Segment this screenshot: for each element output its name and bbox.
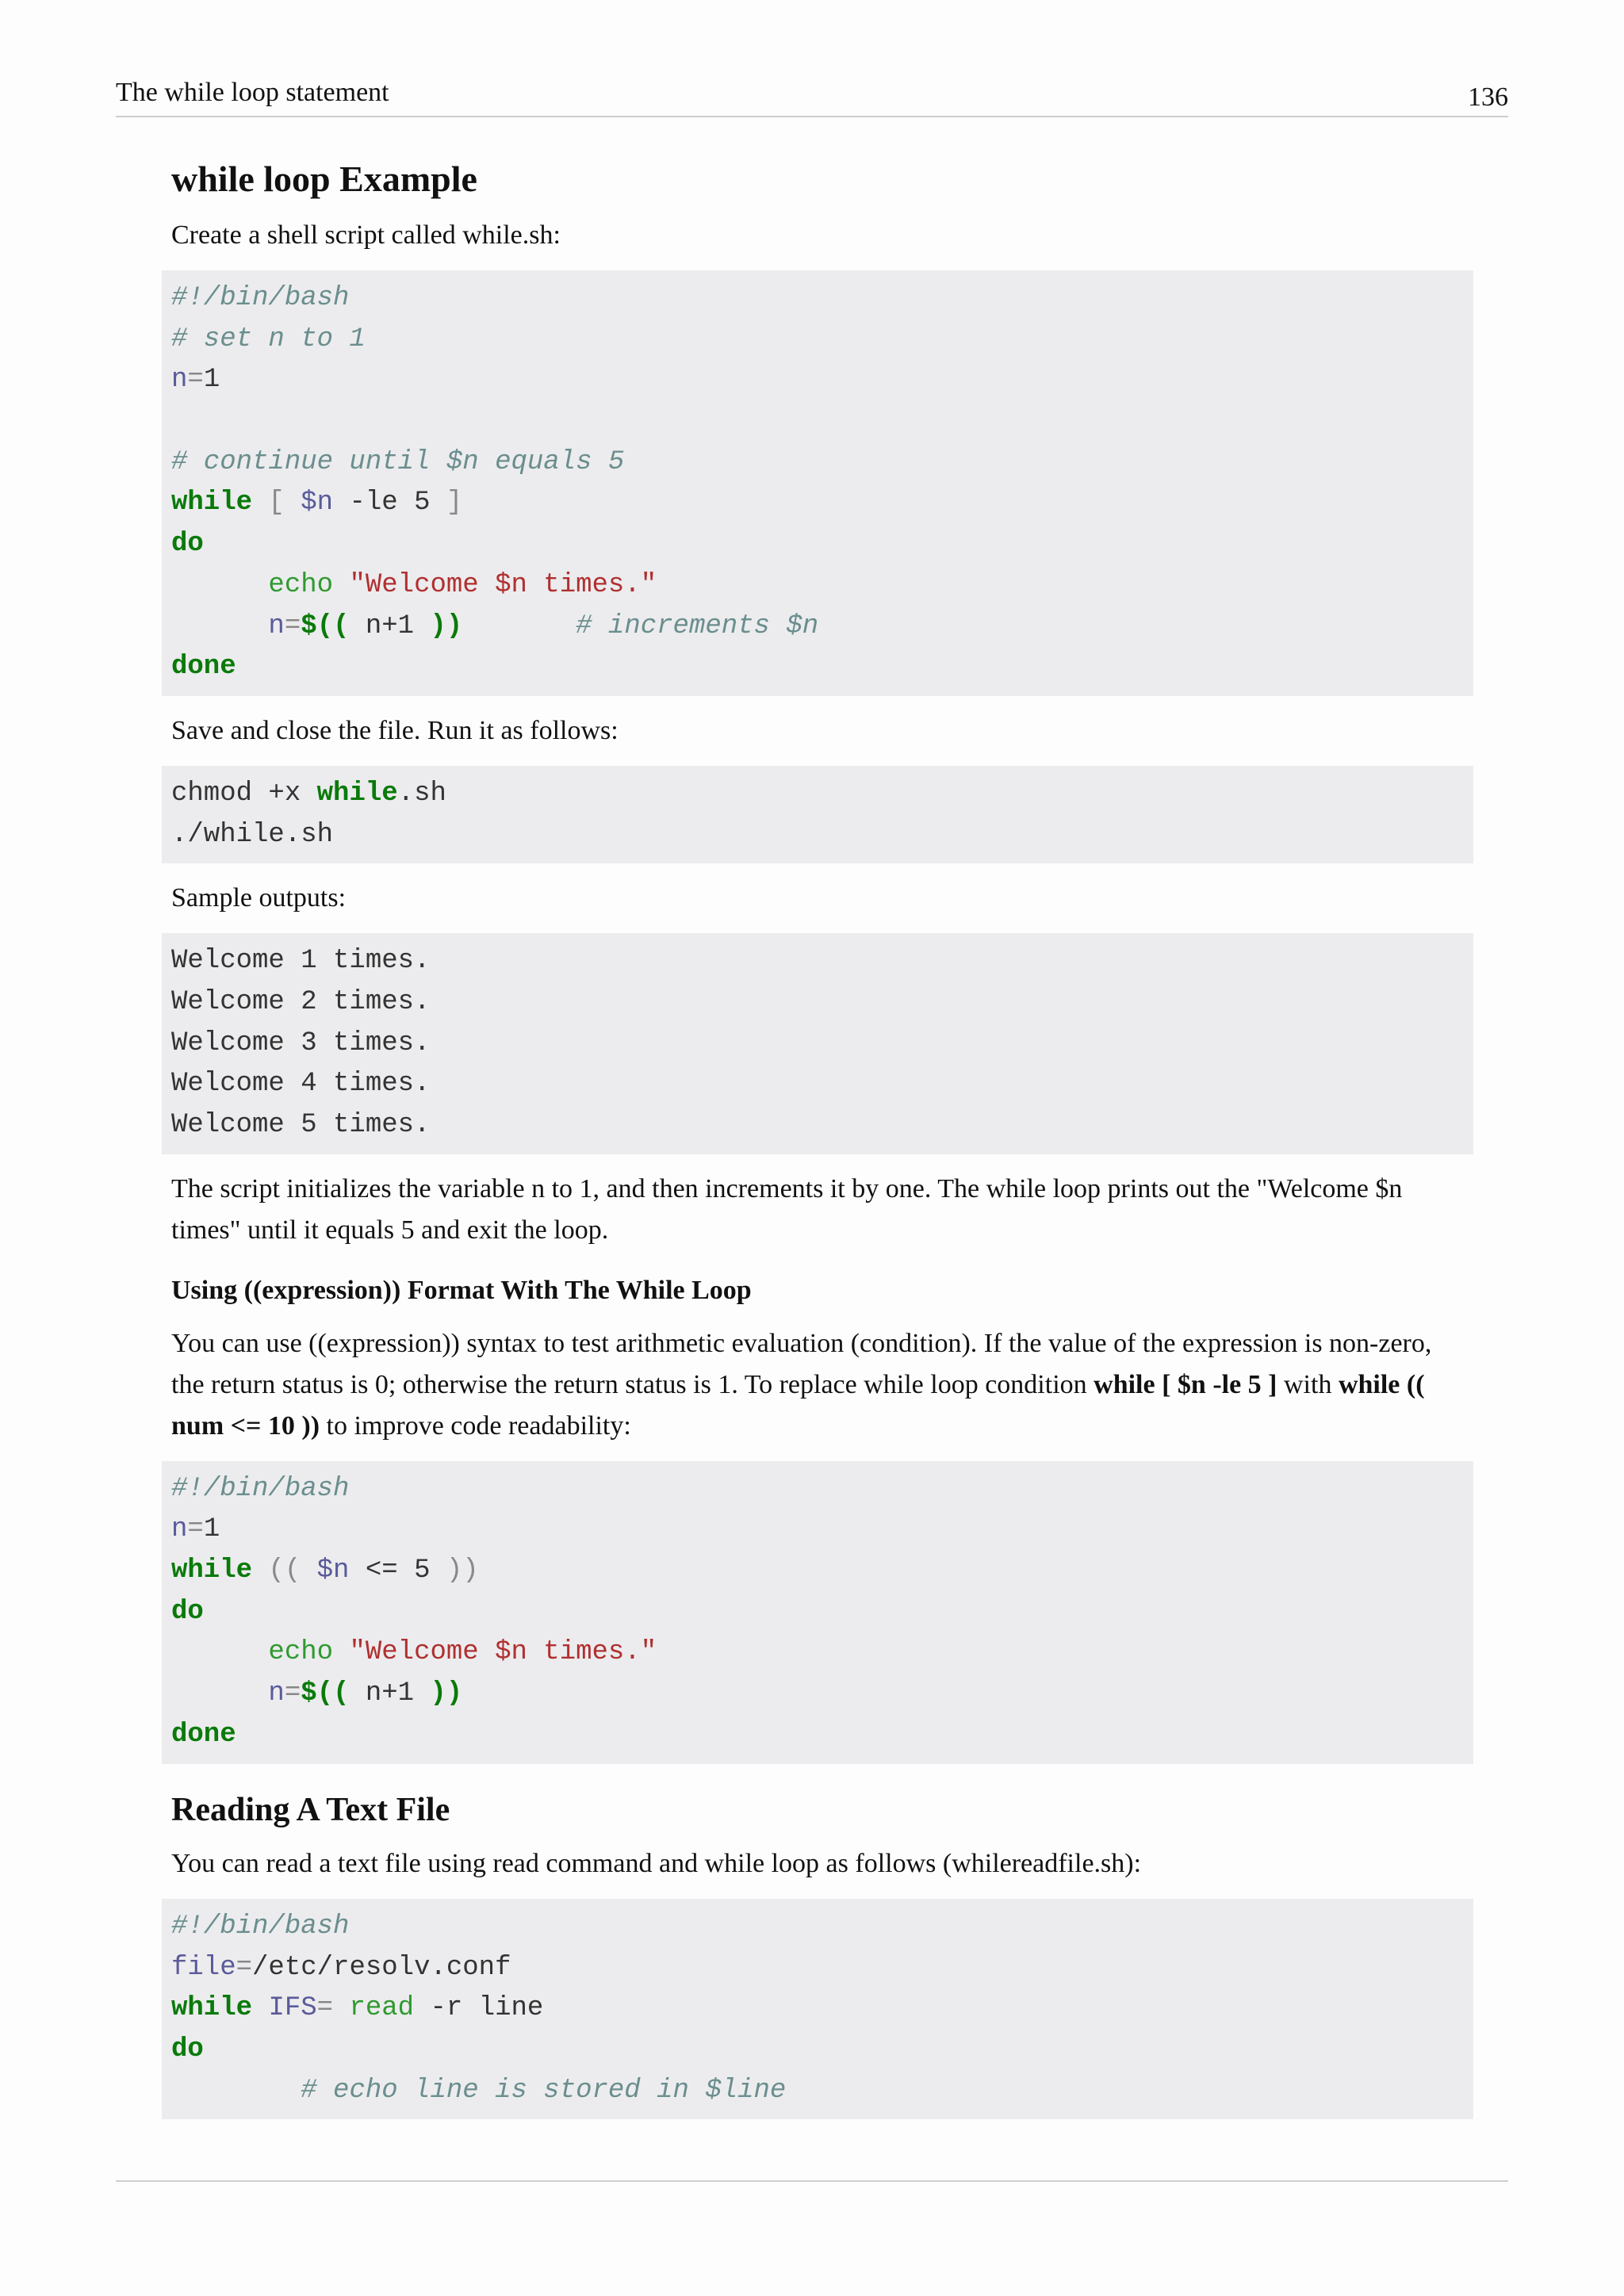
code-value: 1 — [203, 365, 220, 396]
code-text: -r line — [414, 1993, 544, 2024]
page-content — [171, 159, 1464, 2133]
code-text: chmod +x — [171, 778, 317, 809]
code-operator: = — [187, 1514, 204, 1545]
code-comment: # set n to 1 — [171, 323, 366, 354]
code-operator: = — [187, 365, 204, 396]
code-text: <= 5 — [349, 1556, 446, 1586]
explanation-paragraph: The script initializes the variable n to 1, and then increments it by one. The while loop prints out the "Welcome $n times" until it equals 5 and exit the loop. — [171, 1173, 1403, 1245]
code-builtin: echo — [268, 1637, 334, 1668]
code-operator: = — [316, 1993, 334, 2024]
code-operator: = — [284, 610, 301, 641]
code-string: "Welcome $n times." — [333, 1637, 657, 1668]
output-line: Welcome 3 times. — [171, 1027, 431, 1058]
code-variable: $n — [316, 1556, 350, 1586]
code-text: n+1 — [349, 1678, 431, 1709]
code-variable: n — [171, 365, 188, 396]
code-builtin: echo — [268, 569, 334, 600]
code-space — [252, 1993, 268, 2023]
code-value: /etc/resolv.conf — [252, 1952, 511, 1983]
reading-intro-paragraph: You can read a text file using read command and while loop as follows (whilereadfile.sh): — [171, 1848, 1142, 1878]
output-line: Welcome 5 times. — [171, 1110, 431, 1141]
code-keyword: $(( — [301, 610, 350, 641]
intro-paragraph: Create a shell script called while.sh: — [171, 220, 561, 250]
output-line: Welcome 2 times. — [171, 987, 431, 1018]
code-block-arith — [162, 1461, 1473, 1764]
code-indent — [171, 611, 268, 641]
code-string: "Welcome $n times." — [333, 569, 657, 600]
code-variable: n — [268, 610, 285, 641]
code-builtin: read — [349, 1993, 415, 2024]
code-comment: #!/bin/bash — [171, 282, 350, 313]
code-bracket: (( — [252, 1556, 317, 1586]
code-text: ./while.sh — [171, 819, 334, 850]
code-keyword: )) — [430, 1678, 463, 1709]
code-keyword: while — [171, 1993, 253, 2024]
page-header — [116, 78, 1508, 117]
code-block-output — [162, 933, 1473, 1154]
code-indent — [171, 570, 268, 600]
save-paragraph: Save and close the file. Run it as follows: — [171, 715, 619, 745]
code-indent — [171, 1678, 268, 1709]
code-block-run — [162, 766, 1473, 863]
code-keyword: do — [171, 1596, 204, 1627]
code-block-readfile — [162, 1899, 1473, 2120]
code-keyword: while — [316, 778, 398, 809]
output-line: Welcome 4 times. — [171, 1069, 431, 1100]
code-variable: n — [268, 1678, 285, 1709]
code-variable: n — [171, 1514, 188, 1545]
code-keyword: done — [171, 652, 236, 683]
code-keyword: $(( — [301, 1678, 350, 1709]
code-keyword: while — [171, 488, 253, 519]
page-number: 136 — [1468, 82, 1508, 112]
code-comment: # continue until $n equals 5 — [171, 446, 625, 477]
code-bracket: ] — [446, 488, 463, 519]
bold-code: while [ $n -le 5 ] — [1094, 1369, 1277, 1399]
code-keyword: while — [171, 1556, 253, 1586]
text-run: You can use ((expression)) syntax to test arithmetic evaluation (condition). If the value of the expression is non-zero, the return status is 0; otherwise the return status is 1. To replace while loop condition — [171, 1328, 1432, 1399]
subsection-heading-expression: Using ((expression)) Format With The While Loop — [171, 1275, 752, 1305]
sample-label: Sample outputs: — [171, 883, 347, 913]
code-text: n+1 — [349, 610, 431, 641]
output-line: Welcome 1 times. — [171, 946, 431, 977]
code-variable: $n — [301, 488, 334, 519]
code-space — [333, 1993, 349, 2023]
code-operator: = — [284, 1678, 301, 1709]
code-indent — [171, 1637, 268, 1667]
text-run: with — [1277, 1369, 1339, 1399]
code-keyword: done — [171, 1719, 236, 1750]
running-title: The while loop statement — [116, 78, 389, 107]
code-comment: #!/bin/bash — [171, 1911, 350, 1942]
code-variable: IFS — [268, 1993, 317, 2024]
code-bracket: [ — [252, 488, 301, 519]
code-indent — [171, 2076, 301, 2106]
code-comment: # increments $n — [576, 610, 819, 641]
code-value: 1 — [203, 1514, 220, 1545]
code-text: .sh — [397, 778, 446, 809]
text-run: to improve code readability: — [320, 1410, 631, 1441]
section-heading-while-example: while loop Example — [171, 159, 477, 199]
code-indent — [462, 611, 576, 641]
code-block-while-sh — [162, 270, 1473, 696]
section-heading-reading-file: Reading A Text File — [171, 1791, 450, 1828]
code-variable: file — [171, 1952, 236, 1983]
code-keyword: do — [171, 2034, 204, 2064]
expression-paragraph — [171, 1323, 1464, 1447]
code-bracket: )) — [446, 1556, 479, 1586]
code-keyword: )) — [430, 610, 463, 641]
bold-code: while (( num <= 10 )) — [171, 1369, 1425, 1441]
code-comment: # echo line is stored in $line — [301, 2075, 787, 2106]
code-keyword: do — [171, 529, 204, 560]
code-text: -le 5 — [333, 488, 446, 519]
code-operator: = — [236, 1952, 253, 1983]
footer-rule — [116, 2180, 1508, 2182]
code-comment: #!/bin/bash — [171, 1473, 350, 1504]
